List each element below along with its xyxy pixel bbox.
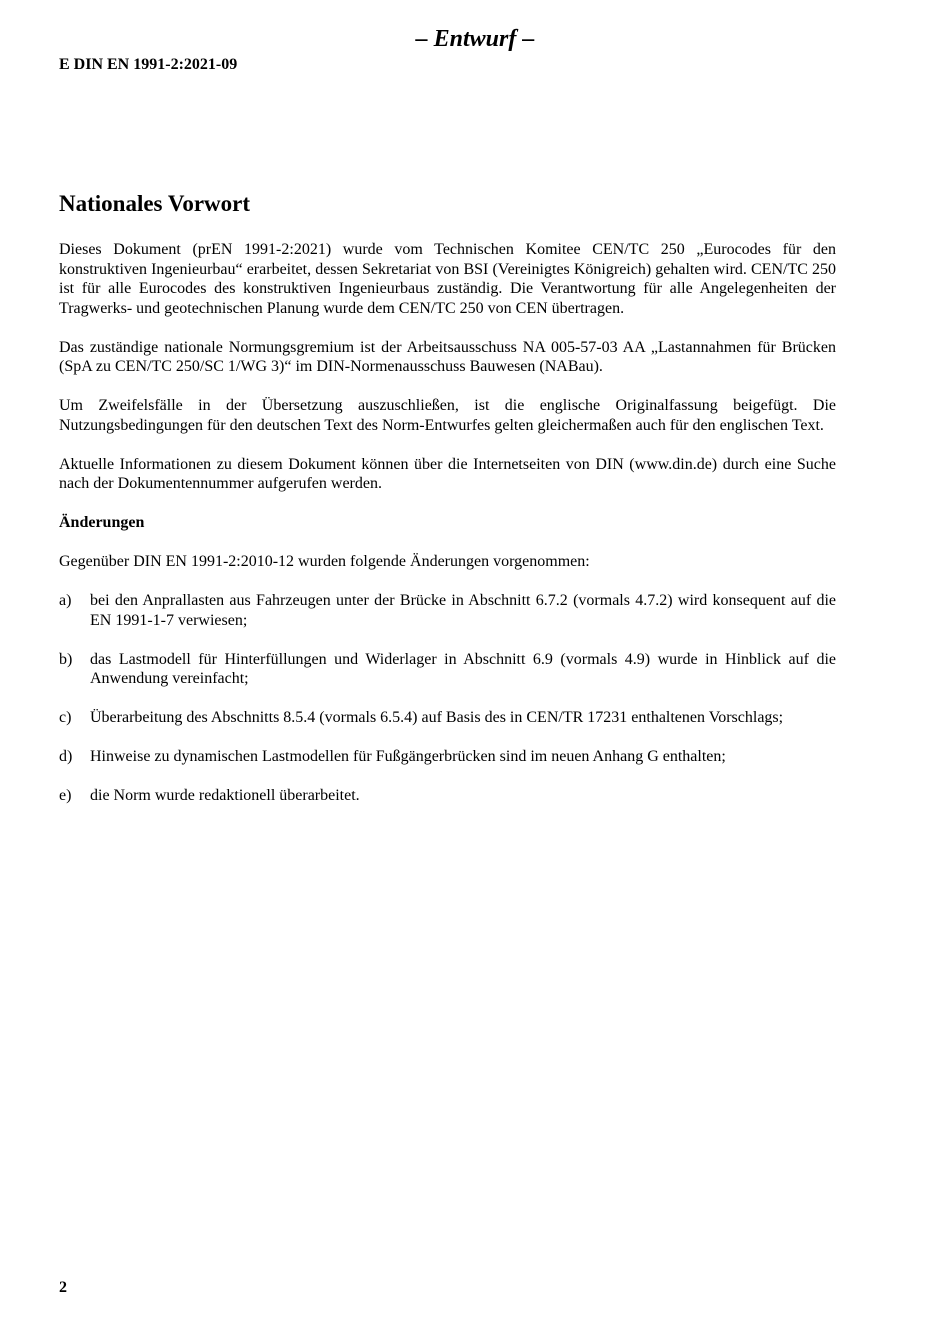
- draft-watermark: – Entwurf –: [415, 26, 535, 52]
- changes-intro: Gegenüber DIN EN 1991-2:2010-12 wurden folgende Änderungen vorgenommen:: [59, 553, 590, 570]
- list-marker: c): [59, 709, 72, 726]
- list-marker: e): [59, 787, 72, 804]
- list-item-text: Überarbeitung des Abschnitts 8.5.4 (vormals 6.5.4) auf Basis des in CEN/TR 17231 enthaltenen Vorschlags;: [90, 709, 784, 726]
- list-item-text: die Norm wurde redaktionell überarbeitet.: [90, 787, 360, 804]
- list-item-text: bei den Anprallasten aus Fahrzeugen unter der Brücke in Abschnitt 6.7.2 (vormals 4.7.2) wird konsequent auf die EN 1991-1-7 verwiesen;: [90, 592, 836, 629]
- list-item: [59, 786, 836, 806]
- list-item: [59, 591, 836, 630]
- changes-list: [59, 591, 836, 806]
- document-id: E DIN EN 1991-2:2021-09: [59, 56, 238, 73]
- list-marker: a): [59, 592, 72, 609]
- page-number: 2: [59, 1279, 67, 1296]
- list-item-text: das Lastmodell für Hinterfüllungen und Widerlager in Abschnitt 6.9 (vormals 4.9) wurde in Hinblick auf die Anwendung vereinfacht;: [90, 650, 836, 687]
- paragraph: Dieses Dokument (prEN 1991-2:2021) wurde vom Technischen Komitee CEN/TC 250 „Eurocodes für den konstruktiven Ingenieurbau“ erarbeitet, dessen Sekretariat von BSI (Vereinigtes Königreich) gehalten wird. CEN/TC 250 ist für alle Eurocodes des konstruktiven Ingenieurbaus zuständig. Die Verantwortung für alle Angelegenheiten der Tragwerks- und geotechnischen Planung wurde dem CEN/TC 250 von CEN übertragen.: [59, 241, 836, 317]
- list-marker: d): [59, 748, 73, 765]
- paragraph: Aktuelle Informationen zu diesem Dokument können über die Internetseiten von DIN (www.din.de) durch eine Suche nach der Dokumentennummer aufgerufen werden.: [59, 455, 836, 492]
- document-body: [59, 240, 836, 825]
- list-item-text: Hinweise zu dynamischen Lastmodellen für Fußgängerbrücken sind im neuen Anhang G enthalten;: [90, 748, 726, 765]
- list-item: [59, 747, 836, 767]
- list-item: [59, 650, 836, 689]
- paragraph: Das zuständige nationale Normungsgremium ist der Arbeitsausschuss NA 005-57-03 AA „Lastannahmen für Brücken (SpA zu CEN/TC 250/SC 1/WG 3)“ im DIN-Normenausschuss Bauwesen (NABau).: [59, 338, 836, 375]
- page-title: Nationales Vorwort: [59, 191, 251, 216]
- list-marker: b): [59, 650, 73, 668]
- section-heading-changes: Änderungen: [59, 514, 145, 531]
- list-item: [59, 708, 836, 728]
- paragraph: Um Zweifelsfälle in der Übersetzung auszuschließen, ist die englische Originalfassung beigefügt. Die Nutzungsbedingungen für den deutschen Text des Norm-Entwurfes gelten gleichermaßen auch für den englischen Text.: [59, 397, 836, 434]
